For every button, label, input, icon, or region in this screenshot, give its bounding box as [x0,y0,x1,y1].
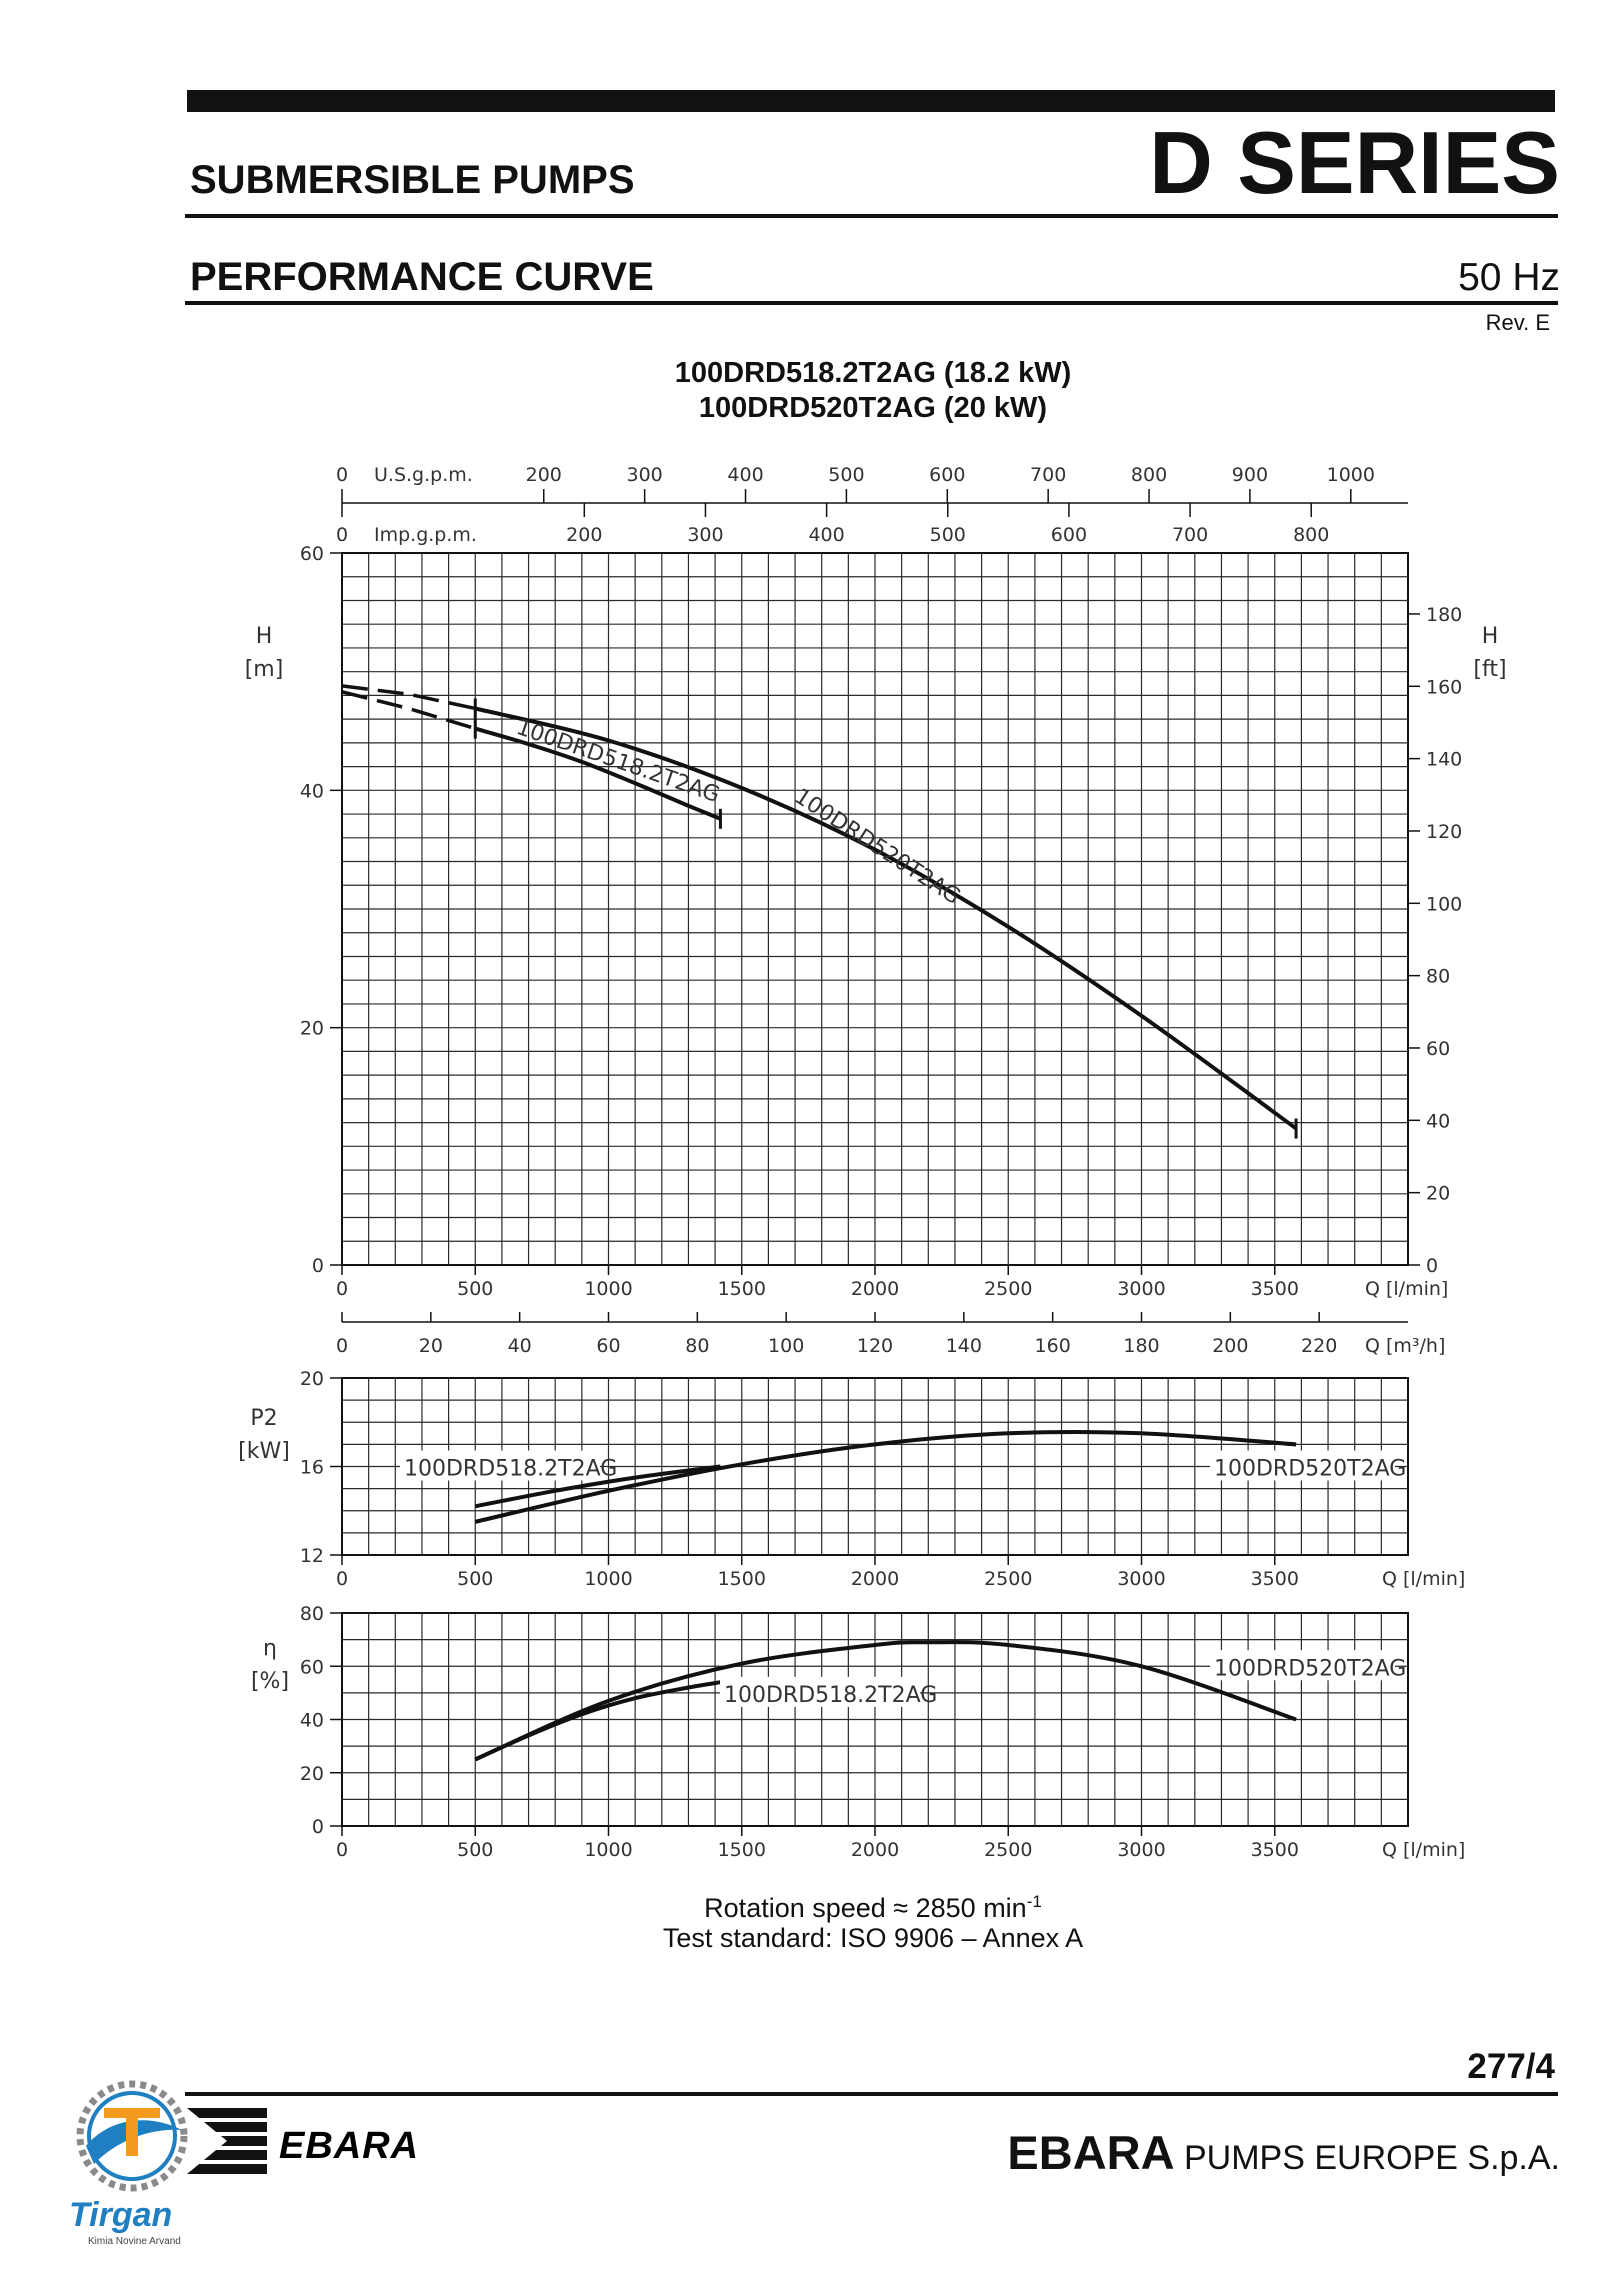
usgpm-tick-label: 0 [335,464,349,486]
power-ytick-label: 12 [299,1545,324,1567]
power-xlabel: Q [l/min] [1382,1568,1466,1590]
efficiency-xtick-label: 0 [335,1839,349,1861]
efficiency-curve-label-518: 100DRD518.2T2AG [724,1682,938,1708]
m3h-tick-label: 120 [856,1335,894,1357]
ebara-logo-text: EBARA [279,2125,420,2167]
m3h-tick-label: 180 [1123,1335,1160,1357]
head-xlabel: Q [l/min] [1365,1278,1449,1300]
head-curve-label-518: 100DRD518.2T2AG [513,715,723,809]
section-title: PERFORMANCE CURVE [190,255,654,299]
head-curve-100DRD520T2AG [475,709,1296,1129]
grid-layer [342,553,1408,1826]
impgpm-tick-label: 300 [687,524,724,546]
m3h-tick-label: 140 [945,1335,982,1357]
head-xtick-label: 0 [335,1278,349,1300]
rotation-speed-unit-exponent: -1 [1026,1892,1042,1911]
impgpm-tick-label: 400 [808,524,845,546]
head-xtick-label: 2500 [984,1278,1033,1300]
head-y2tick-label: 100 [1426,893,1463,916]
company-brand: EBARA [1007,2126,1175,2179]
head-y2tick-label: 20 [1426,1182,1451,1205]
efficiency-ytick-label: 80 [299,1603,324,1625]
m3h-tick-label: 60 [596,1335,621,1357]
head-y2tick-label: 60 [1426,1037,1451,1060]
head-y2tick-label: 40 [1426,1110,1451,1133]
m3h-tick-label: 200 [1212,1335,1249,1357]
efficiency-ytick-label: 60 [299,1656,324,1679]
efficiency-ylabel: η [263,1636,277,1661]
m3h-tick-label: 100 [768,1335,805,1357]
page-number: 277/4 [1467,2047,1555,2086]
efficiency-xtick-label: 2000 [850,1839,900,1861]
power-ylabel: P2 [250,1406,278,1431]
efficiency-xtick-label: 500 [457,1839,494,1861]
m3h-label: Q [m³/h] [1365,1335,1446,1357]
impgpm-tick-label: 200 [566,524,603,546]
efficiency-xtick-label: 2500 [984,1839,1033,1861]
head-xtick-label: 2000 [850,1278,900,1300]
impgpm-tick-label: 0 [335,524,349,546]
head-y2tick-label: 80 [1426,965,1451,988]
dealer-subtitle: Kimia Novine Arvand [88,2236,181,2247]
head-curve-label-520: 100DRD520T2AG [789,784,965,910]
m3h-tick-label: 0 [335,1335,349,1357]
head-ytick-label: 40 [299,780,324,803]
efficiency-curve-label-520: 100DRD520T2AG [1214,1656,1407,1682]
usgpm-tick-label: 400 [727,464,764,486]
ebara-logo [187,2108,427,2178]
chart-title-line1: 100DRD518.2T2AG (18.2 kW) [674,357,1072,389]
chart-title-line2: 100DRD520T2AG (20 kW) [698,392,1048,424]
dealer-name: Tirgan [69,2196,173,2234]
impgpm-label: Imp.g.p.m. [374,524,477,546]
head-y2tick-label: 180 [1426,603,1463,626]
head-y2tick-label: 120 [1426,820,1463,843]
power-curve-label-520: 100DRD520T2AG [1214,1456,1407,1482]
company-rest: PUMPS EUROPE S.p.A. [1184,2139,1560,2177]
power-xtick-label: 500 [457,1568,494,1590]
head-ytick-label: 60 [299,543,324,565]
head-curve-100DRD518.2T2AG-dashed [342,692,475,729]
power-xtick-label: 2000 [850,1568,900,1590]
usgpm-tick-label: 500 [828,464,865,486]
usgpm-label: U.S.g.p.m. [374,464,473,486]
frequency-label: 50 Hz [1458,256,1560,299]
head-ytick-label: 0 [311,1255,324,1277]
m3h-tick-label: 20 [418,1335,443,1357]
efficiency-xtick-label: 3500 [1250,1839,1299,1861]
series-title: D SERIES [1149,113,1560,212]
head-y2tick-label: 160 [1426,676,1463,699]
m3h-tick-label: 80 [685,1335,710,1357]
curve-layer [342,686,1296,1760]
m3h-tick-label: 160 [1034,1335,1071,1357]
impgpm-tick-label: 800 [1293,524,1330,546]
revision-label: Rev. E [1485,310,1550,335]
category-title: SUBMERSIBLE PUMPS [190,158,635,202]
rotation-speed-text: Rotation speed ≈ 2850 min [704,1893,1027,1923]
power-xtick-label: 3000 [1117,1568,1166,1590]
footer-divider [185,2092,1558,2096]
power-xtick-label: 3500 [1250,1568,1299,1590]
usgpm-tick-label: 600 [929,464,966,486]
test-standard-note: Test standard: ISO 9906 – Annex A [662,1923,1084,1953]
usgpm-tick-label: 1000 [1326,464,1375,486]
impgpm-tick-label: 500 [929,524,966,546]
head-yunit: [m] [244,657,284,682]
m3h-tick-label: 220 [1301,1335,1338,1357]
power-xtick-label: 1500 [717,1568,766,1590]
head-xtick-label: 1000 [584,1278,633,1300]
head-ft-ylabel: H [1481,624,1499,649]
efficiency-curve-100DRD518.2T2AG [475,1682,720,1759]
impgpm-tick-label: 700 [1171,524,1209,546]
head-y2tick-label: 0 [1426,1255,1439,1277]
usgpm-tick-label: 200 [525,464,562,486]
head-ylabel: H [255,624,273,649]
head-y2tick-label: 140 [1426,748,1463,771]
efficiency-ytick-label: 0 [311,1816,324,1838]
company-name [1007,2126,1560,2181]
usgpm-tick-label: 700 [1030,464,1067,486]
efficiency-yunit: [%] [250,1669,290,1694]
label-layer [238,624,1506,1708]
rotation-speed-note [62,1885,1622,1925]
usgpm-tick-label: 300 [626,464,663,486]
dealer-logo [64,2068,194,2248]
m3h-tick-label: 40 [507,1335,532,1357]
usgpm-tick-label: 800 [1130,464,1168,486]
power-xtick-label: 1000 [584,1568,633,1590]
power-curve-label-518: 100DRD518.2T2AG [404,1456,618,1482]
efficiency-xtick-label: 1500 [717,1839,766,1861]
efficiency-xtick-label: 1000 [584,1839,633,1861]
head-ytick-label: 20 [299,1017,324,1040]
power-ytick-label: 16 [299,1456,324,1479]
head-xtick-label: 3500 [1250,1278,1299,1300]
impgpm-tick-label: 600 [1050,524,1088,546]
efficiency-ytick-label: 20 [299,1762,324,1785]
efficiency-xtick-label: 3000 [1117,1839,1166,1861]
head-ft-yunit: [ft] [1473,657,1507,682]
efficiency-xlabel: Q [l/min] [1382,1839,1466,1861]
power-xtick-label: 0 [335,1568,349,1590]
efficiency-ytick-label: 40 [299,1709,324,1732]
power-xtick-label: 2500 [984,1568,1033,1590]
head-xtick-label: 500 [457,1278,494,1300]
power-ytick-label: 20 [299,1368,324,1390]
head-xtick-label: 3000 [1117,1278,1166,1300]
usgpm-tick-label: 900 [1231,464,1269,486]
power-yunit: [kW] [238,1439,290,1464]
head-xtick-label: 1500 [717,1278,766,1300]
